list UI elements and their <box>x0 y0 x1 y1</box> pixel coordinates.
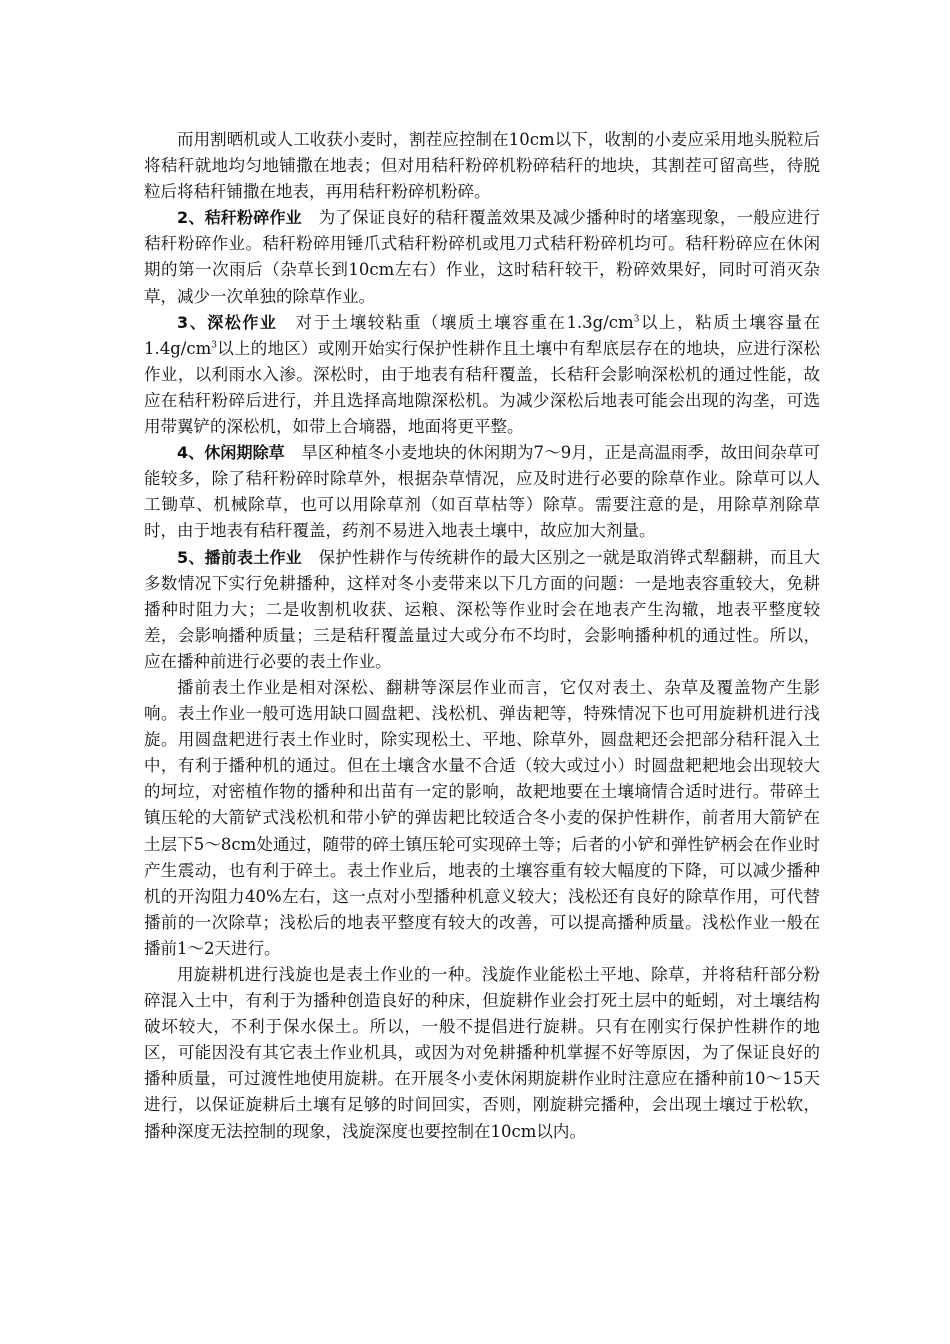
section-heading: 3、深松作业 <box>177 312 278 332</box>
superscript: 3 <box>211 340 217 351</box>
paragraph-surface-tillage-tools <box>144 675 820 962</box>
paragraph-text: 保护性耕作与传统耕作的最大区别之一就是取消铧式犁翻耕，而且大多数情况下实行免耕播种，这样对冬小麦带来以下几方面的问题：一是地表容重较大，免耕播种时阻力大；二是收割机收获、运粮、深松等作业时会在地表产生沟辙，地表平整度较差，会影响播种质量；三是秸秆覆盖量过大或分布不均时，会影响播种机的通过性。所以，应在播种前进行必要的表土作业。 <box>144 547 821 671</box>
section-straw-crushing <box>144 205 820 309</box>
paragraph-text: 对于土壤较粘重（壤质土壤容重在1.3g/cm <box>294 312 634 332</box>
paragraph-text: 旱区种植冬小麦地块的休闲期为7～9月，正是高温雨季，故田间杂草可能较多，除了秸秆粉碎时除草外，根据杂草情况，应及时进行必要的除草作业。除草可以人工锄草、机械除草，也可以用除草剂（如百草枯等）除草。需要注意的是，用除草剂除草时，由于地表有秸秆覆盖，药剂不易进入地表土壤中，故应加大剂量。 <box>144 443 821 541</box>
section-heading: 4、休闲期除草 <box>177 443 285 463</box>
paragraph-harvest-stubble <box>144 127 820 205</box>
paragraph-text: 以上的地区）或刚开始实行保护性耕作且土壤中有犁底层存在的地块，应进行深松作业，以利雨水入渗。深松时，由于地表有秸秆覆盖，长秸秆会影响深松机的通过性能，故应在秸秆粉碎后进行，并且选择高地隙深松机。为减少深松后地表可能会出现的沟垄，可选用带翼铲的深松机，如带上合墒器，地面将更平整。 <box>144 338 820 437</box>
section-fallow-weeding <box>144 440 820 544</box>
section-presowing-tillage <box>144 545 820 675</box>
section-subsoiling <box>144 310 820 440</box>
paragraph-text: 为了保证良好的秸秆覆盖效果及减少播种时的堵塞现象，一般应进行秸秆粉碎作业。秸秆粉碎用锤爪式秸秆粉碎机或甩刀式秸秆粉碎机均可。秸秆粉碎应在休闲期的第一次雨后（杂草长到10cm左右）作业，这时秸秆较干，粉碎效果好，同时可消灭杂草，减少一次单独的除草作业。 <box>144 208 821 306</box>
paragraph-text: 播前表土作业是相对深松、翻耕等深层作业而言，它仅对表土、杂草及覆盖物产生影响。表土作业一般可选用缺口圆盘耙、浅松机、弹齿耙等，特殊情况下也可用旋耕机进行浅旋。用圆盘耙进行表土作业时，除实现松土、平地、除草外，圆盘耙还会把部分秸秆混入土中，有利于播种机的通过。但在土壤含水量不合适（较大或过小）时圆盘耙耙地会出现较大的坷垃，对密植作物的播种和出苗有一定的影响，故耙地要在土壤墒情合适时进行。带碎土镇压轮的大箭铲式浅松机和带小铲的弹齿耙比较适合冬小麦的保护性耕作，前者用大箭铲在土层下5～8cm处通过，随带的碎土镇压轮可实现碎土等；后者的小铲和弹性铲柄会在作业时产生震动，也有利于碎土。表土作业后，地表的土壤容重有较大幅度的下降，可以减少播种机的开沟阻力40%左右，这一点对小型播种机意义较大；浅松还有良好的除草作用，可代替播前的一次除草；浅松后的地表平整度有较大的改善，可以提高播种质量。浅松作业一般在播前1～2天进行。 <box>144 677 820 958</box>
document-page <box>144 127 820 1145</box>
section-heading: 2、秸秆粉碎作业 <box>177 208 302 228</box>
paragraph-text: 用旋耕机进行浅旋也是表土作业的一种。浅旋作业能松土平地、除草，并将秸秆部分粉碎混入土中，有利于为播种创造良好的种床，但旋耕作业会打死土层中的蚯蚓，对土壤结构破坏较大，不利于保水保土。所以，一般不提倡进行旋耕。只有在刚实行保护性耕作的地区，可能因没有其它表土作业机具，或因为对免耕播种机掌握不好等原因，为了保证良好的播种质量，可过渡性地使用旋耕。在开展冬小麦休闲期旋耕作业时注意应在播种前10～15天进行，以保证旋耕后土壤有足够的时间回实，否则，刚旋耕完播种，会出现土壤过于松软，播种深度无法控制的现象，浅旋深度也要控制在10cm以内。 <box>144 965 820 1141</box>
paragraph-text: 而用割晒机或人工收获小麦时，割茬应控制在10cm以下，收割的小麦应采用地头脱粒后将秸秆就地均匀地铺撒在地表；但对用秸秆粉碎机粉碎秸秆的地块，其割茬可留高些，待脱粒后将秸秆铺撒在地表，再用秸秆粉碎机粉碎。 <box>144 130 820 202</box>
paragraph-rotary-tillage <box>144 962 820 1145</box>
superscript: 3 <box>633 314 640 325</box>
section-heading: 5、播前表土作业 <box>177 547 302 567</box>
paragraph-text: 以上，粘质土壤容量在1.4g/cm <box>144 312 821 358</box>
